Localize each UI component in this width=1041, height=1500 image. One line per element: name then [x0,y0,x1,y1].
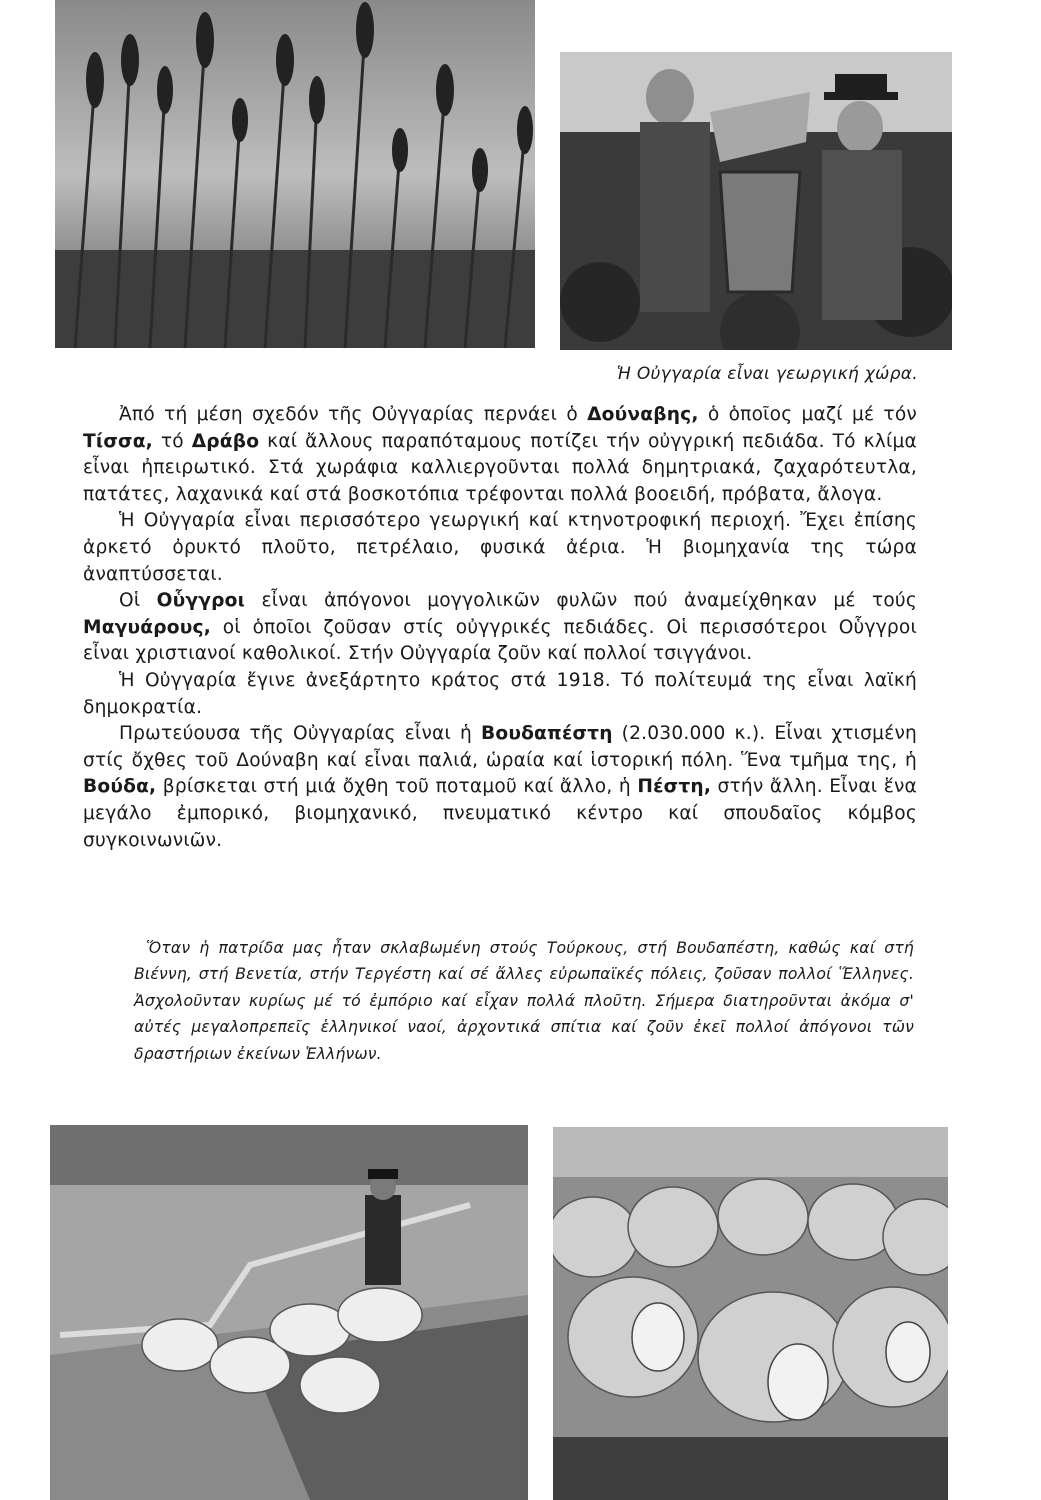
term-pest: Πέστη, [637,776,712,798]
paragraph-rivers-climate: Ἀπό τή μέση σχεδόν τῆς Οὐγγαρίας περνάει ὁ Δούναβης, ὁ ὁποῖος μαζί μέ τόν Τίσσα, τό Δράβο καί ἄλλους παραπόταμους ποτίζει τήν οὐγγρική πεδιάδα. Τό κλίμα εἶναι ἠπειρωτικό. Στά χωράφια καλλιεργοῦνται πολλά δημητριακά, ζαχαρότευτλα, πατάτες, λαχανικά καί στά βοσκοτόπια τρέφονται πολλά βοοειδή, πρόβατα, ἄλογα. [83,404,917,505]
paragraph-independence: Ἡ Οὐγγαρία ἔγινε ἀνεξάρτητο κράτος στά 1918. Τό πολίτευμά της εἶναι λαϊκή δημοκρατία. [83,669,917,718]
photo-caption: Ἡ Οὐγγαρία εἶναι γεωργική χώρα. [616,364,918,384]
paragraph-capital: Πρωτεύουσα τῆς Οὐγγαρίας εἶναι ἡ Βουδαπέστη (2.030.000 κ.). Εἶναι χτισμένη στίς ὄχθες τοῦ Δούναβη καί εἶναι παλιά, ὡραία καί ἱστορική πόλη. Ἕνα τμῆμα της, ἡ Βούδα, βρίσκεται στή μιά ὄχθη τοῦ ποταμοῦ καί ἄλλο, ἡ Πέστη, στήν ἄλλη. Εἶναι ἕνα μεγάλο ἐμπορικό, βιομηχανικό, πνευματικό κέντρο καί σπουδαῖος κόμβος συγκοινωνιῶν. [83,723,918,851]
grape-harvest-photo [560,52,952,350]
historical-note [134,935,914,1067]
horses-photo [50,1125,528,1500]
river-drava: Δράβο [191,430,260,452]
term-hungarians: Οὗγγροι [156,590,246,612]
term-budapest: Βουδαπέστη [480,723,613,745]
river-tisza: Τίσσα, [83,430,153,452]
main-text [83,402,917,854]
paragraph-people: Οἱ Οὗγγροι εἶναι ἀπόγονοι μογγολικῶν φυλῶν πού ἀναμείχθηκαν μέ τούς Μαγυάρους, οἱ ὁποῖοι ζοῦσαν στίς οὐγγρικές πεδιάδες. Οἱ περισσότεροι Οὗγγροι εἶναι χριστιανοί καθολικοί. Στήν Οὐγγαρία ζοῦν καί πολλοί τσιγγάνοι. [83,590,918,665]
paragraph-economy: Ἡ Οὐγγαρία εἶναι περισσότερο γεωργική καί κτηνοτροφική περιοχή. Ἔχει ἐπίσης ἀρκετό ὀρυκτό πλοῦτο, πετρέλαιο, φυσικά ἀέρια. Ἡ βιομηχανία της τώρα ἀναπτύσσεται. [83,510,917,585]
wheat-field-photo [55,0,535,348]
sheep-flock-photo [553,1127,948,1500]
note-text: Ὅταν ἡ πατρίδα μας ἦταν σκλαβωμένη στούς Τούρκους, στή Βουδαπέστη, καθώς καί στή Βιέννη, στή Βενετία, στήν Τεργέστη καί σέ ἄλλες εὐρωπαϊκές πόλεις, ζοῦσαν πολλοί Ἕλληνες. Ἀσχολοῦνταν κυρίως μέ τό ἐμπόριο καί εἶχαν πολλά πλοῦτη. Σήμερα διατηροῦνται ἀκόμα σ' αὐτές μεγαλοπρεπεῖς ἑλληνικοί ναοί, ἀρχοντικά σπίτια καί ζοῦν ἐκεῖ πολλοί ἀπόγονοι τῶν δραστήριων ἐκείνων Ἑλλήνων. [134,939,914,1063]
term-magyars: Μαγυάρους, [83,616,211,638]
term-buda: Βούδα, [83,776,157,798]
river-danube: Δούναβης, [587,404,699,425]
